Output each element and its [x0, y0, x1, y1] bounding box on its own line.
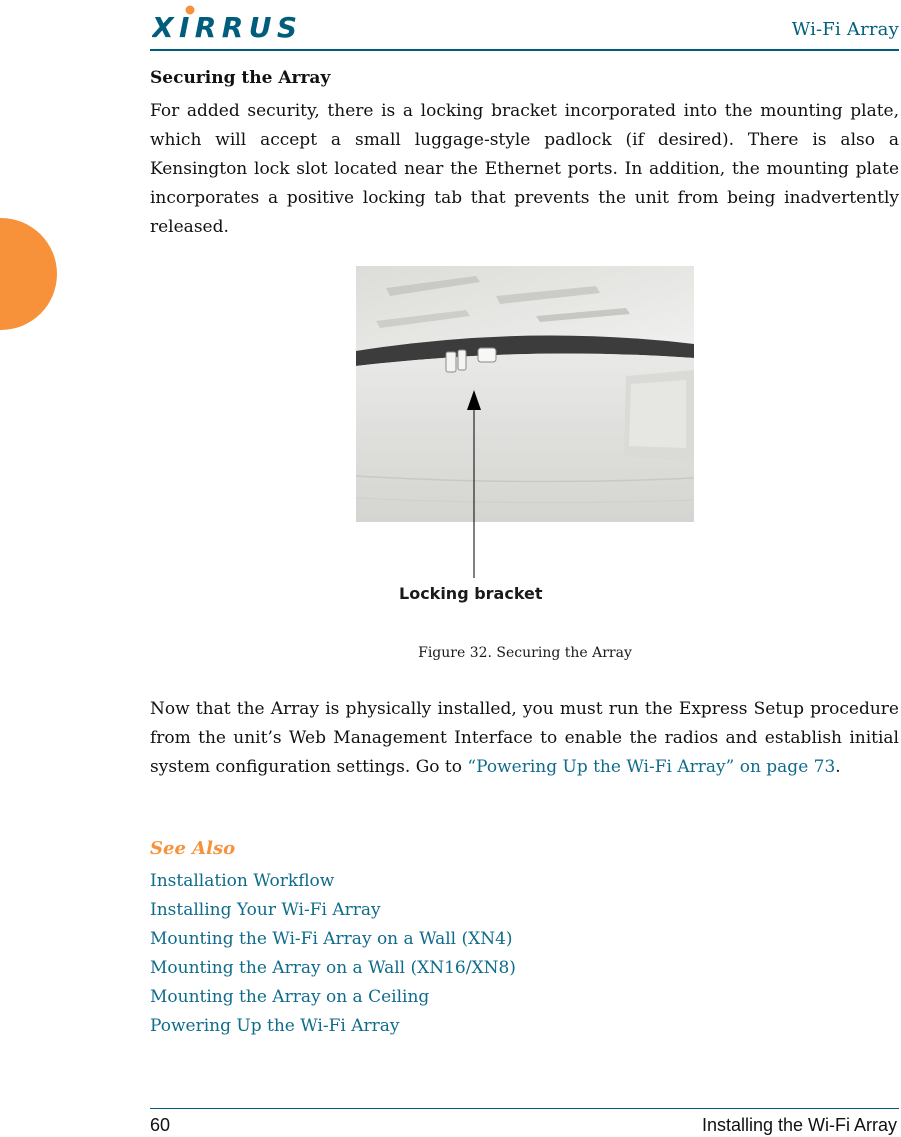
body-paragraph: For added security, there is a locking bracket incorporated into the mounting plate, which will accept a small luggage-style padlock (if desired). There is also a Kensington lock slot located near the Ethernet ports. In addition, the mounting plate incorporates a positive locking tab that prevents the unit from being inadvertently released. — [150, 101, 899, 237]
callout-label: Locking bracket — [399, 584, 543, 603]
see-also-heading: See Also — [150, 838, 236, 859]
array-locking-bracket-photo — [356, 266, 694, 522]
xirrus-logo — [152, 4, 302, 40]
footer-title: Installing the Wi-Fi Array — [701, 1115, 897, 1135]
header-rule — [150, 49, 899, 51]
page-number: 60 — [150, 1115, 171, 1135]
see-also-link-mounting-ceiling[interactable]: Mounting the Array on a Ceiling — [150, 987, 430, 1007]
see-also-link-mounting-wall-xn4[interactable]: Mounting the Wi-Fi Array on a Wall (XN4) — [150, 929, 513, 949]
footer-rule — [150, 1108, 899, 1109]
paragraph-text-end: . — [835, 757, 841, 777]
see-also-link-installation-workflow[interactable]: Installation Workflow — [150, 871, 335, 891]
body-paragraph-2 — [150, 695, 899, 782]
section-heading: Securing the Array — [150, 68, 331, 88]
chapter-tab-marker — [0, 218, 57, 330]
figure-caption: Figure 32. Securing the Array — [418, 645, 632, 661]
header-title: Wi-Fi Array — [791, 19, 899, 40]
see-also-list — [150, 867, 516, 1041]
see-also-link-installing-array[interactable]: Installing Your Wi-Fi Array — [150, 900, 381, 920]
svg-text:XIRRUS: XIRRUS — [152, 11, 298, 40]
see-also-link-powering-up[interactable]: Powering Up the Wi-Fi Array — [150, 1016, 400, 1036]
see-also-link-mounting-wall-xn16[interactable]: Mounting the Array on a Wall (XN16/XN8) — [150, 958, 516, 978]
paragraph-text: Now that the Array is physically installed, you must run the Express Setup procedure from the unit’s Web Management Interface to enable the radios and establish initial system configuration settings. Go to — [150, 699, 899, 777]
cross-reference-link[interactable]: “Powering Up the Wi-Fi Array” on page 73 — [467, 757, 836, 777]
